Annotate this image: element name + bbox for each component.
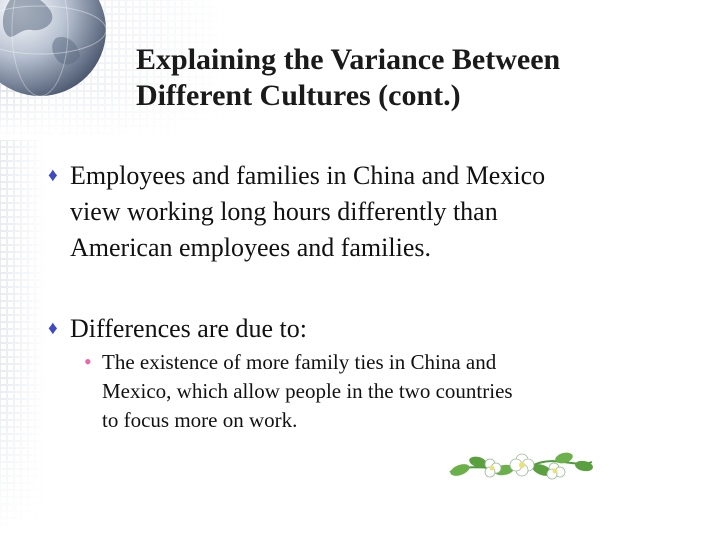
bullet-text [70, 311, 307, 347]
sub-bullet-line-3: to focus more on work. [102, 408, 298, 432]
slide-title [136, 42, 696, 114]
bullet-1-line-3: American employees and families. [70, 233, 431, 262]
globe-icon [0, 0, 110, 100]
diamond-bullet-icon: ♦ [48, 318, 58, 339]
bullet-2-line-1: Differences are due to: [70, 314, 308, 343]
sub-bullet-text [102, 348, 513, 435]
title-line-1: Explaining the Variance Between [136, 43, 561, 76]
bullet-item-2 [48, 311, 608, 347]
sub-bullet-line-1: The existence of more family ties in China and [102, 350, 497, 374]
bullet-1-line-2: view working long hours differently than [70, 197, 498, 226]
bullet-item-1 [48, 158, 608, 266]
flower-vine-icon [446, 446, 596, 482]
bullet-text [70, 158, 545, 266]
title-line-2: Different Cultures (cont.) [136, 79, 461, 112]
bullet-1-line-1: Employees and families in China and Mexico [70, 161, 546, 190]
diamond-bullet-icon: ♦ [48, 165, 58, 186]
dot-bullet-icon: • [84, 349, 92, 374]
sub-bullet-item-1 [84, 348, 604, 435]
sub-bullet-line-2: Mexico, which allow people in the two countries [102, 379, 513, 403]
